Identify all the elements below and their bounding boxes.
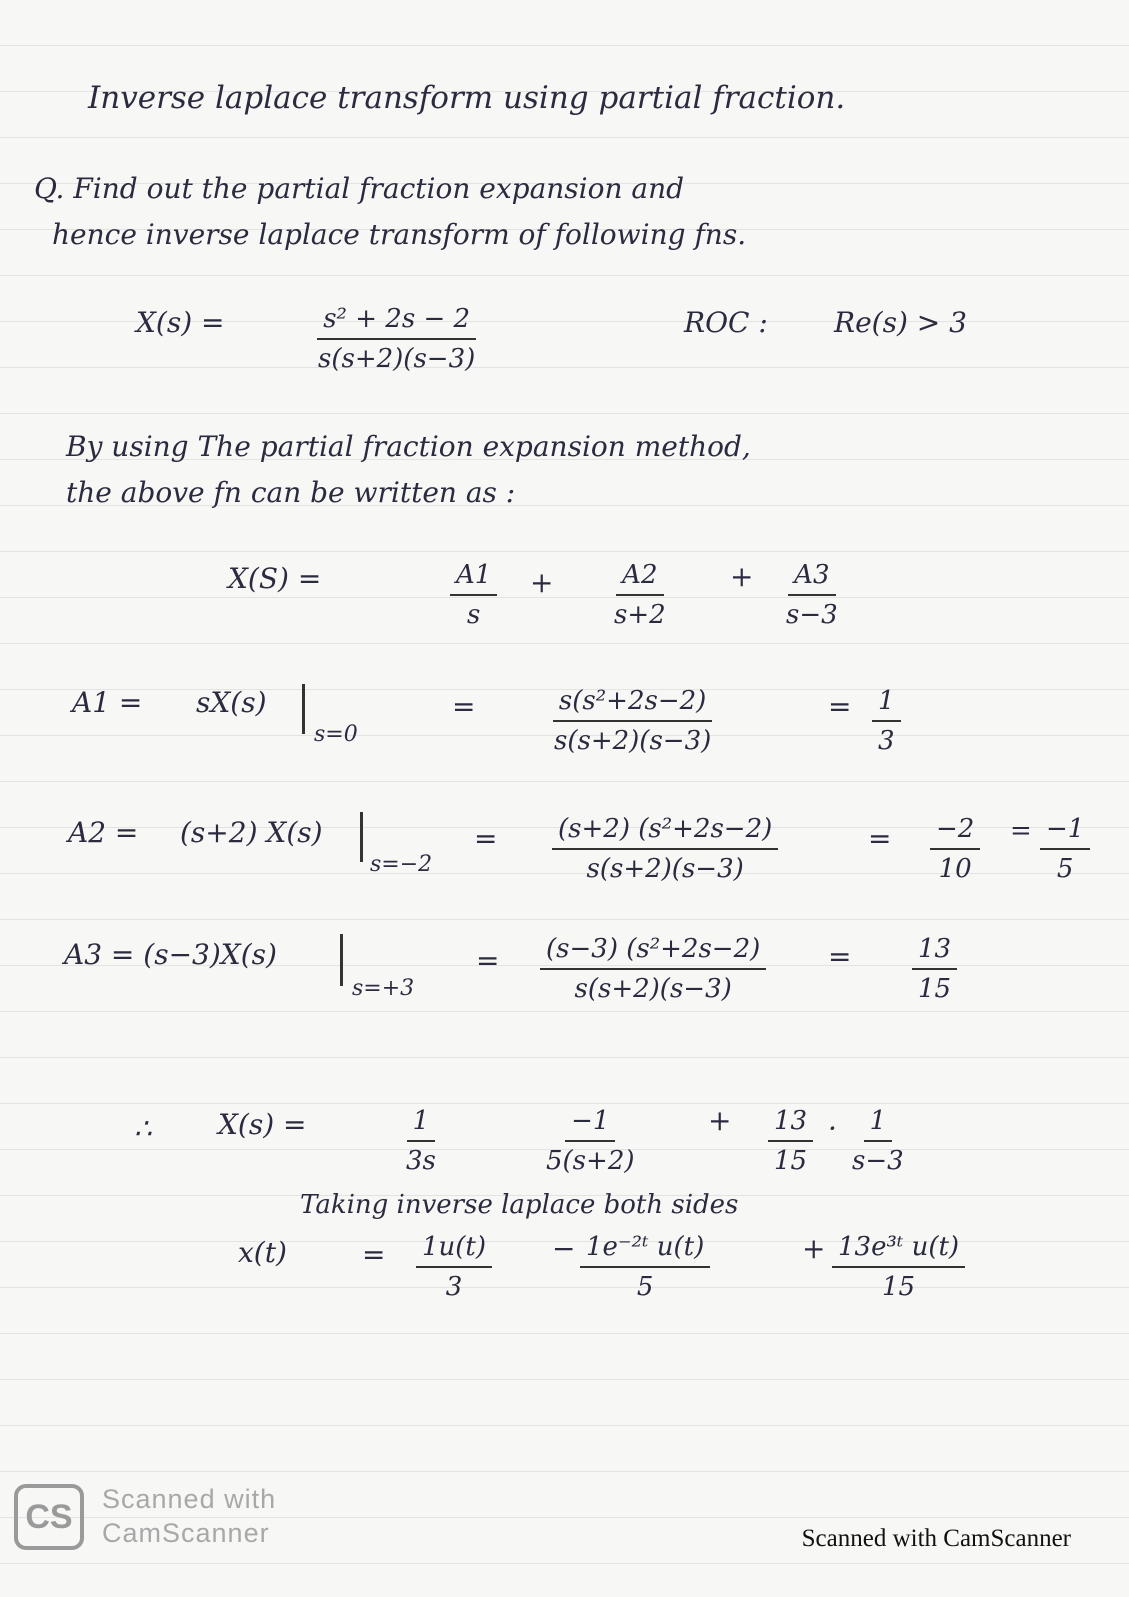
inverse-heading: Taking inverse laplace both sides	[300, 1190, 739, 1220]
a3-result	[912, 934, 957, 1004]
a3-eval-point: s=+3	[352, 976, 415, 1001]
equals-sign: =	[474, 822, 498, 855]
question-numerator: s² + 2s − 2	[317, 304, 476, 340]
inverse-term-2	[580, 1232, 710, 1302]
a2-result-2-numerator: −1	[1040, 814, 1090, 850]
term-1-denominator: s	[466, 600, 481, 630]
inverse-lhs: x(t)	[238, 1236, 287, 1269]
equals-sign: =	[362, 1238, 386, 1271]
a3-numerator: (s−3) (s²+2s−2)	[540, 934, 766, 970]
a2-result-2-denominator: 5	[1056, 854, 1074, 884]
term-3-numerator: A3	[788, 560, 835, 596]
result-term-2	[540, 1106, 641, 1176]
question-fraction	[312, 304, 481, 374]
result-term-3-denominator: 15	[774, 1146, 808, 1176]
result-term-4	[846, 1106, 910, 1176]
a1-result	[872, 686, 901, 756]
a2-expression: (s+2) X(s)	[180, 816, 323, 849]
equals-sign: =	[828, 690, 852, 723]
term-2-numerator: A2	[616, 560, 663, 596]
eval-bar	[360, 812, 363, 862]
inverse-term-3	[832, 1232, 965, 1302]
a2-eval-point: s=−2	[370, 852, 433, 877]
intro-line-2: the above fn can be written as :	[66, 476, 516, 509]
a2-result-2	[1040, 814, 1090, 884]
scan-stamp: Scanned with CamScanner	[801, 1525, 1071, 1552]
result-lhs: X(s) =	[218, 1108, 307, 1141]
result-term-1-numerator: 1	[407, 1106, 436, 1142]
equals-sign: =	[452, 690, 476, 723]
a1-expression: sX(s)	[196, 686, 267, 719]
term-3-denominator: s−3	[786, 600, 838, 630]
term-1-numerator: A1	[450, 560, 497, 596]
a1-numerator: s(s²+2s−2)	[553, 686, 712, 722]
a2-lhs: A2 =	[68, 816, 139, 849]
a1-lhs: A1 =	[72, 686, 143, 719]
equals-sign: =	[1010, 816, 1032, 846]
inverse-term-1-numerator: 1u(t)	[416, 1232, 492, 1268]
roc-label: ROC :	[684, 306, 768, 339]
a2-fraction	[552, 814, 778, 884]
a3-result-numerator: 13	[912, 934, 957, 970]
result-term-4-denominator: s−3	[852, 1146, 904, 1176]
inverse-term-1-denominator: 3	[445, 1272, 463, 1302]
a1-eval-point: s=0	[314, 722, 358, 747]
a3-fraction	[540, 934, 766, 1004]
camscanner-logo-icon	[14, 1484, 84, 1550]
roc-value: Re(s) > 3	[834, 306, 967, 339]
result-term-4-numerator: 1	[864, 1106, 893, 1142]
plus-sign: +	[530, 566, 554, 599]
question-line-2: hence inverse laplace transform of following fns.	[52, 218, 747, 251]
equals-sign: =	[828, 940, 852, 973]
result-term-1-denominator: 3s	[406, 1146, 436, 1176]
therefore-symbol: ∴	[134, 1112, 152, 1145]
plus-sign: +	[730, 560, 754, 593]
inverse-term-2-denominator: 5	[636, 1272, 654, 1302]
a1-denominator: s(s+2)(s−3)	[554, 726, 712, 756]
a3-lhs: A3 = (s−3)X(s)	[64, 938, 277, 971]
equals-sign: =	[868, 822, 892, 855]
a2-result-1-denominator: 10	[938, 854, 972, 884]
inverse-term-3-denominator: 15	[881, 1272, 916, 1302]
expansion-term-2	[608, 560, 672, 630]
result-term-1	[400, 1106, 442, 1176]
result-term-3-numerator: 13	[768, 1106, 813, 1142]
watermark-line-1: Scanned with	[102, 1484, 277, 1514]
watermark-line-2: CamScanner	[102, 1518, 270, 1548]
expansion-term-1	[450, 560, 497, 630]
result-term-2-denominator: 5(s+2)	[546, 1146, 635, 1176]
result-term-2-numerator: −1	[565, 1106, 615, 1142]
equals-sign: =	[476, 944, 500, 977]
eval-bar	[302, 684, 305, 734]
inverse-term-1	[416, 1232, 492, 1302]
page-title: Inverse laplace transform using partial fraction.	[88, 80, 846, 116]
result-term-3	[768, 1106, 813, 1176]
question-lhs: X(s) =	[136, 306, 225, 339]
intro-line-1: By using The partial fraction expansion method,	[66, 430, 751, 463]
expansion-lhs: X(S) =	[228, 562, 322, 595]
a1-result-denominator: 3	[878, 726, 895, 756]
a1-fraction	[548, 686, 717, 756]
a2-denominator: s(s+2)(s−3)	[586, 854, 744, 884]
question-denominator: s(s+2)(s−3)	[318, 344, 476, 374]
plus-sign: +	[802, 1232, 826, 1265]
inverse-term-3-numerator: 13e³ᵗ u(t)	[832, 1232, 965, 1268]
plus-sign: +	[708, 1104, 732, 1137]
question-line-1: Q. Find out the partial fraction expansion and	[34, 172, 685, 205]
minus-sign: −	[552, 1232, 576, 1265]
a2-result-1	[930, 814, 980, 884]
expansion-term-3	[780, 560, 844, 630]
multiply-dot: ·	[828, 1112, 837, 1145]
a2-result-1-numerator: −2	[930, 814, 980, 850]
term-2-denominator: s+2	[614, 600, 666, 630]
a3-result-denominator: 15	[918, 974, 952, 1004]
eval-bar	[340, 934, 343, 986]
inverse-term-2-numerator: 1e⁻²ᵗ u(t)	[580, 1232, 710, 1268]
a2-numerator: (s+2) (s²+2s−2)	[552, 814, 778, 850]
a3-denominator: s(s+2)(s−3)	[574, 974, 732, 1004]
a1-result-numerator: 1	[872, 686, 901, 722]
logo-letters: CS	[25, 1497, 73, 1536]
